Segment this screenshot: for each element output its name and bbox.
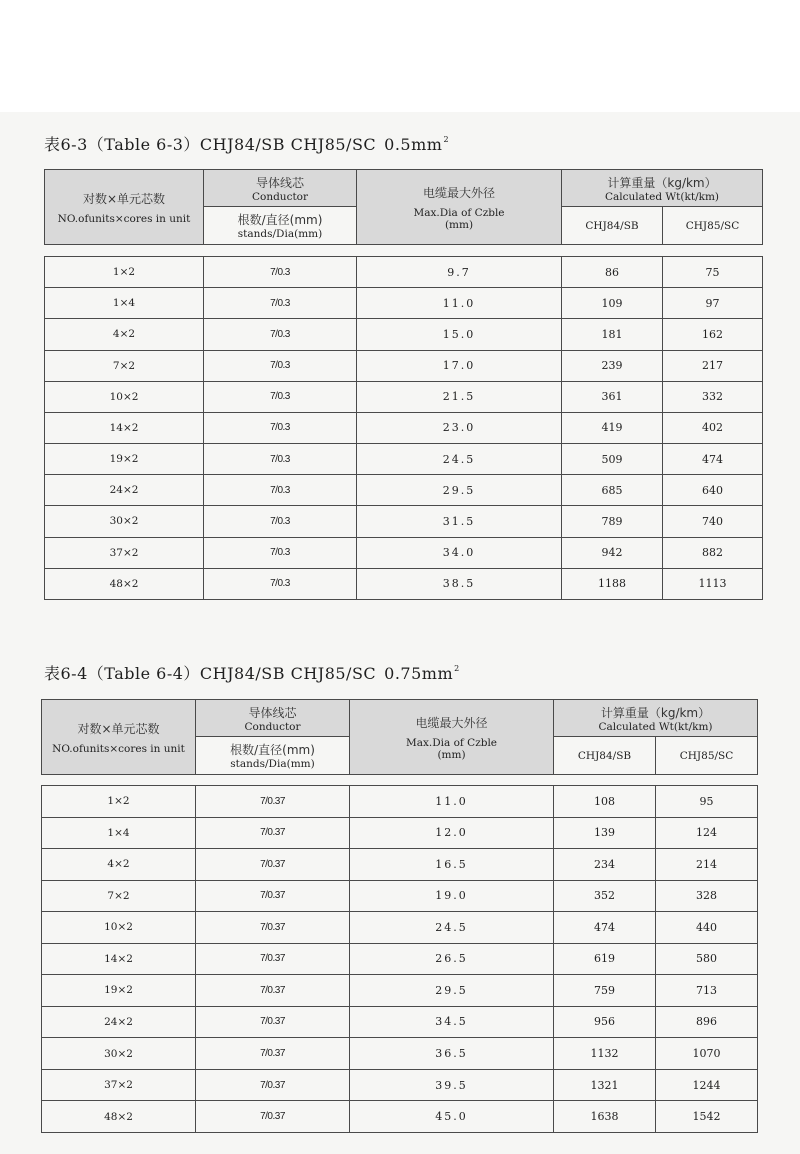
cell-conductor: 7/0.3 <box>204 412 357 443</box>
header-weight: 计算重量（kg/km） Calculated Wt(kt/km) <box>554 700 758 737</box>
cell-conductor: 7/0.3 <box>204 288 357 319</box>
cell-diameter: 38.5 <box>357 568 562 599</box>
cell-weight-sb: 234 <box>554 849 656 881</box>
cell-count: 1×4 <box>42 817 196 849</box>
table-row <box>42 975 758 1007</box>
cell-conductor: 7/0.37 <box>196 975 350 1007</box>
cell-diameter: 29.5 <box>357 475 562 506</box>
cell-weight-sc: 124 <box>656 817 758 849</box>
table-row <box>42 786 758 818</box>
table-row <box>42 1038 758 1070</box>
cell-conductor: 7/0.3 <box>204 319 357 350</box>
cell-weight-sb: 619 <box>554 943 656 975</box>
cell-count: 7×2 <box>42 880 196 912</box>
cell-conductor: 7/0.3 <box>204 568 357 599</box>
table-row <box>42 1101 758 1133</box>
cell-weight-sb: 1638 <box>554 1101 656 1133</box>
cell-count: 24×2 <box>42 1006 196 1038</box>
header-strands: 根数/直径(mm) stands/Dia(mm) <box>196 737 350 775</box>
cell-count: 37×2 <box>45 537 204 568</box>
header-count: 对数×单元芯数 NO.ofunits×cores in unit <box>45 170 204 245</box>
data-table <box>44 256 763 600</box>
header-strands: 根数/直径(mm) stands/Dia(mm) <box>204 207 357 245</box>
cell-diameter: 11.0 <box>350 786 554 818</box>
table-row <box>45 568 763 599</box>
table-header <box>44 169 763 245</box>
cell-weight-sc: 580 <box>656 943 758 975</box>
cell-weight-sc: 214 <box>656 849 758 881</box>
cell-conductor: 7/0.37 <box>196 912 350 944</box>
cell-diameter: 29.5 <box>350 975 554 1007</box>
cell-diameter: 17.0 <box>357 350 562 381</box>
table-row <box>45 444 763 475</box>
cell-weight-sb: 109 <box>562 288 663 319</box>
cell-weight-sc: 328 <box>656 880 758 912</box>
cell-count: 48×2 <box>42 1101 196 1133</box>
table-row <box>42 912 758 944</box>
cell-count: 37×2 <box>42 1069 196 1101</box>
cell-weight-sb: 181 <box>562 319 663 350</box>
cell-weight-sc: 95 <box>656 786 758 818</box>
cell-weight-sb: 956 <box>554 1006 656 1038</box>
header-col-sc: CHJ85/SC <box>656 737 758 775</box>
table-row <box>45 475 763 506</box>
cell-count: 30×2 <box>45 506 204 537</box>
header-diameter: 电缆最大外径 Max.Dia of Czble (mm) <box>350 700 554 775</box>
cell-count: 4×2 <box>42 849 196 881</box>
table-row <box>45 381 763 412</box>
cell-conductor: 7/0.3 <box>204 257 357 288</box>
cell-conductor: 7/0.37 <box>196 880 350 912</box>
header-col-sb: CHJ84/SB <box>562 207 663 245</box>
cell-weight-sc: 440 <box>656 912 758 944</box>
cell-weight-sc: 713 <box>656 975 758 1007</box>
cell-diameter: 31.5 <box>357 506 562 537</box>
table-header <box>41 699 758 775</box>
cell-weight-sb: 789 <box>562 506 663 537</box>
cell-weight-sc: 474 <box>663 444 763 475</box>
header-conductor: 导体线芯 Conductor <box>196 700 350 737</box>
cell-weight-sc: 97 <box>663 288 763 319</box>
cell-diameter: 24.5 <box>350 912 554 944</box>
cell-diameter: 26.5 <box>350 943 554 975</box>
data-table <box>41 785 758 1133</box>
cell-conductor: 7/0.37 <box>196 943 350 975</box>
cell-weight-sc: 402 <box>663 412 763 443</box>
cell-diameter: 36.5 <box>350 1038 554 1070</box>
table-row <box>42 943 758 975</box>
cell-count: 19×2 <box>45 444 204 475</box>
cell-diameter: 39.5 <box>350 1069 554 1101</box>
cell-conductor: 7/0.3 <box>204 506 357 537</box>
cell-conductor: 7/0.37 <box>196 849 350 881</box>
table-row <box>45 350 763 381</box>
table-title: 表6-4（Table 6-4）CHJ84/SB CHJ85/SC $0.75mm^2$ <box>44 664 460 683</box>
table-row <box>45 319 763 350</box>
cell-weight-sc: 1542 <box>656 1101 758 1133</box>
cell-count: 1×4 <box>45 288 204 319</box>
cell-weight-sb: 685 <box>562 475 663 506</box>
cell-diameter: 19.0 <box>350 880 554 912</box>
cell-weight-sb: 352 <box>554 880 656 912</box>
cell-count: 1×2 <box>42 786 196 818</box>
page-top-margin <box>0 0 800 112</box>
cell-diameter: 15.0 <box>357 319 562 350</box>
cell-diameter: 16.5 <box>350 849 554 881</box>
cell-count: 10×2 <box>42 912 196 944</box>
table-row <box>45 537 763 568</box>
cell-count: 14×2 <box>45 412 204 443</box>
cell-diameter: 24.5 <box>357 444 562 475</box>
cell-conductor: 7/0.3 <box>204 381 357 412</box>
cell-weight-sc: 640 <box>663 475 763 506</box>
cell-weight-sb: 1132 <box>554 1038 656 1070</box>
header-conductor: 导体线芯 Conductor <box>204 170 357 207</box>
table-row <box>42 1069 758 1101</box>
header-col-sb: CHJ84/SB <box>554 737 656 775</box>
cell-diameter: 34.0 <box>357 537 562 568</box>
table-row <box>45 412 763 443</box>
table-title: 表6-3（Table 6-3）CHJ84/SB CHJ85/SC $0.5mm^2$ <box>44 135 450 154</box>
table-row <box>45 288 763 319</box>
cell-count: 24×2 <box>45 475 204 506</box>
cell-weight-sb: 1188 <box>562 568 663 599</box>
cell-weight-sc: 75 <box>663 257 763 288</box>
cell-weight-sb: 942 <box>562 537 663 568</box>
cell-weight-sb: 759 <box>554 975 656 1007</box>
cell-conductor: 7/0.3 <box>204 444 357 475</box>
cell-count: 30×2 <box>42 1038 196 1070</box>
cell-diameter: 21.5 <box>357 381 562 412</box>
cell-diameter: 34.5 <box>350 1006 554 1038</box>
cell-conductor: 7/0.3 <box>204 475 357 506</box>
cell-weight-sb: 139 <box>554 817 656 849</box>
header-diameter: 电缆最大外径 Max.Dia of Czble (mm) <box>357 170 562 245</box>
cell-count: 1×2 <box>45 257 204 288</box>
cell-weight-sc: 162 <box>663 319 763 350</box>
cell-diameter: 9.7 <box>357 257 562 288</box>
table-row <box>42 1006 758 1038</box>
header-count: 对数×单元芯数 NO.ofunits×cores in unit <box>42 700 196 775</box>
cell-diameter: 11.0 <box>357 288 562 319</box>
cell-count: 4×2 <box>45 319 204 350</box>
table-row <box>45 257 763 288</box>
cell-count: 48×2 <box>45 568 204 599</box>
cell-weight-sc: 882 <box>663 537 763 568</box>
table-row <box>42 849 758 881</box>
cell-weight-sc: 1070 <box>656 1038 758 1070</box>
cell-diameter: 23.0 <box>357 412 562 443</box>
cell-weight-sb: 239 <box>562 350 663 381</box>
cell-conductor: 7/0.37 <box>196 786 350 818</box>
table-row <box>45 506 763 537</box>
cell-conductor: 7/0.3 <box>204 537 357 568</box>
cell-weight-sb: 108 <box>554 786 656 818</box>
cell-count: 10×2 <box>45 381 204 412</box>
cell-weight-sc: 1244 <box>656 1069 758 1101</box>
cell-weight-sb: 419 <box>562 412 663 443</box>
cell-diameter: 12.0 <box>350 817 554 849</box>
cell-weight-sc: 896 <box>656 1006 758 1038</box>
cell-count: 7×2 <box>45 350 204 381</box>
cell-conductor: 7/0.37 <box>196 1101 350 1133</box>
header-col-sc: CHJ85/SC <box>663 207 763 245</box>
cell-conductor: 7/0.3 <box>204 350 357 381</box>
cell-weight-sb: 1321 <box>554 1069 656 1101</box>
cell-count: 19×2 <box>42 975 196 1007</box>
cell-diameter: 45.0 <box>350 1101 554 1133</box>
cell-weight-sb: 474 <box>554 912 656 944</box>
table-row <box>42 880 758 912</box>
cell-weight-sb: 509 <box>562 444 663 475</box>
cell-conductor: 7/0.37 <box>196 1038 350 1070</box>
cell-count: 14×2 <box>42 943 196 975</box>
cell-weight-sc: 217 <box>663 350 763 381</box>
header-weight: 计算重量（kg/km） Calculated Wt(kt/km) <box>562 170 763 207</box>
cell-weight-sb: 361 <box>562 381 663 412</box>
table-row <box>42 817 758 849</box>
cell-weight-sc: 740 <box>663 506 763 537</box>
cell-conductor: 7/0.37 <box>196 1069 350 1101</box>
cell-weight-sc: 1113 <box>663 568 763 599</box>
cell-weight-sc: 332 <box>663 381 763 412</box>
cell-conductor: 7/0.37 <box>196 1006 350 1038</box>
cell-weight-sb: 86 <box>562 257 663 288</box>
cell-conductor: 7/0.37 <box>196 817 350 849</box>
